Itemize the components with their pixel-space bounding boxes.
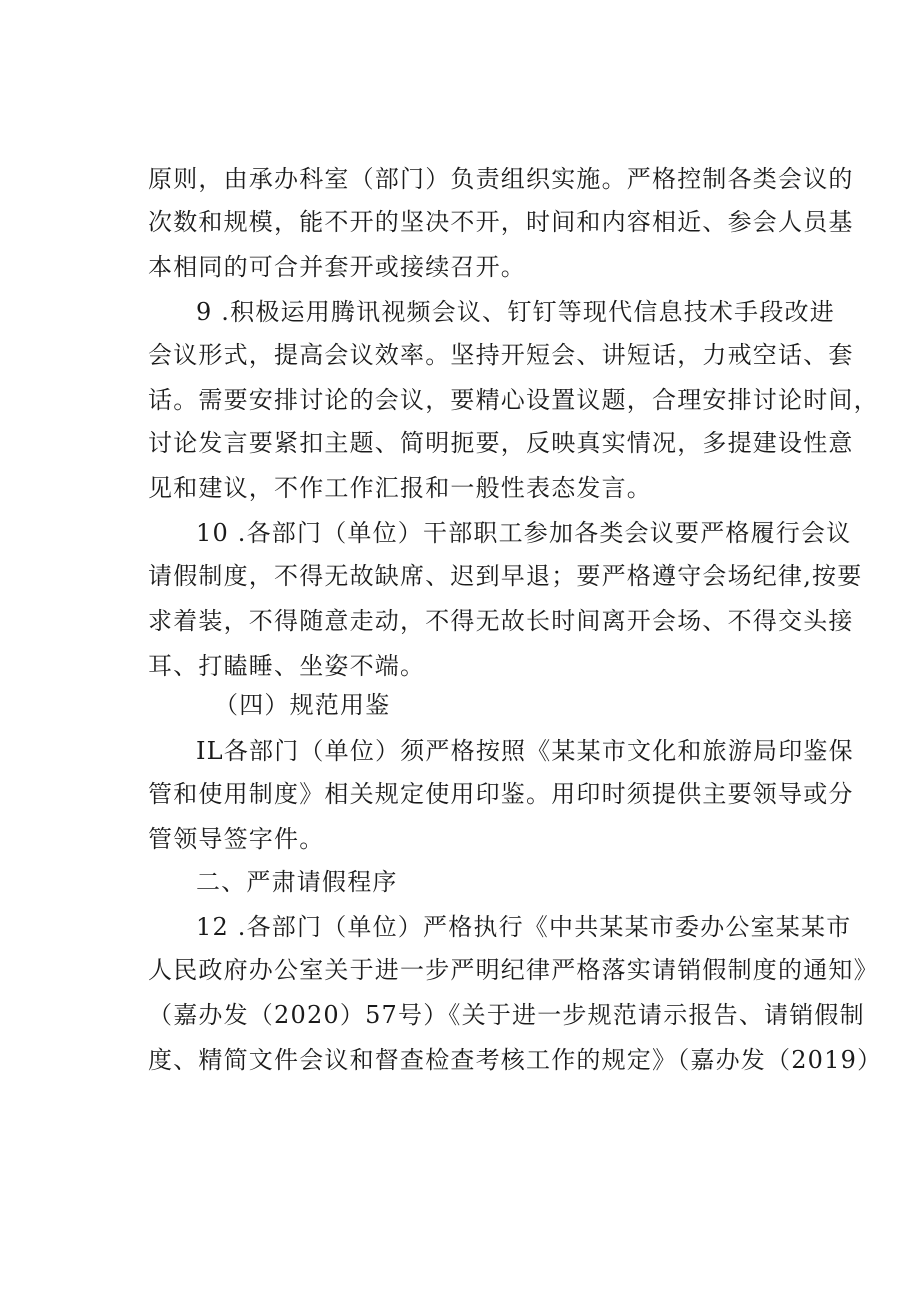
text-line: 原则，由承办科室（部门）负责组织实施。严格控制各类会议的 [148,165,854,193]
text-line: IL各部门（单位）须严格按照《某某市文化和旅游局印鉴保 [196,737,854,765]
text-line: 请假制度，不得无故缺席、迟到早退；要严格遵守会场纪律,按要 [148,562,863,590]
section-heading: （四）规范用鉴 [214,691,391,719]
text-line: 12 .各部门（单位）严格执行《中共某某市委办公室某某市 [196,913,852,941]
text-line: 求着装，不得随意走动，不得无故长时间离开会场、不得交头接 [148,607,854,635]
text-line: 管领导签字件。 [148,825,325,853]
text-line: 讨论发言要紧扣主题、简明扼要，反映真实情况，多提建设性意 [148,429,854,457]
text-line: 9 .积极运用腾讯视频会议、钉钉等现代信息技术手段改进 [196,298,835,326]
text-line: （嘉办发（2020）57号）《关于进一步规范请示报告、请销假制 [148,1001,865,1029]
text-line: 人民政府办公室关于进一步严明纪律严格落实请销假制度的通知》 [148,956,879,984]
text-line: 见和建议，不作工作汇报和一般性表态发言。 [148,474,652,502]
text-line: 会议形式，提高会议效率。坚持开短会、讲短话，力戒空话、套 [148,341,854,369]
text-line: 度、精简文件会议和督查检查考核工作的规定》（嘉办发（2019） [148,1046,883,1074]
text-line: 次数和规模，能不开的坚决不开，时间和内容相近、参会人员基 [148,208,854,236]
text-line: 本相同的可合并套开或接续召开。 [148,253,526,281]
text-line: 话。需要安排讨论的会议，要精心设置议题，合理安排讨论时间， [148,386,879,414]
section-heading: 二、严肃请假程序 [196,868,398,896]
text-line: 10 .各部门（单位）干部职工参加各类会议要严格履行会议 [196,519,852,547]
text-line: 耳、打瞌睡、坐姿不端。 [148,652,426,680]
text-line: 管和使用制度》相关规定使用印鉴。用印时须提供主要领导或分 [148,780,854,808]
